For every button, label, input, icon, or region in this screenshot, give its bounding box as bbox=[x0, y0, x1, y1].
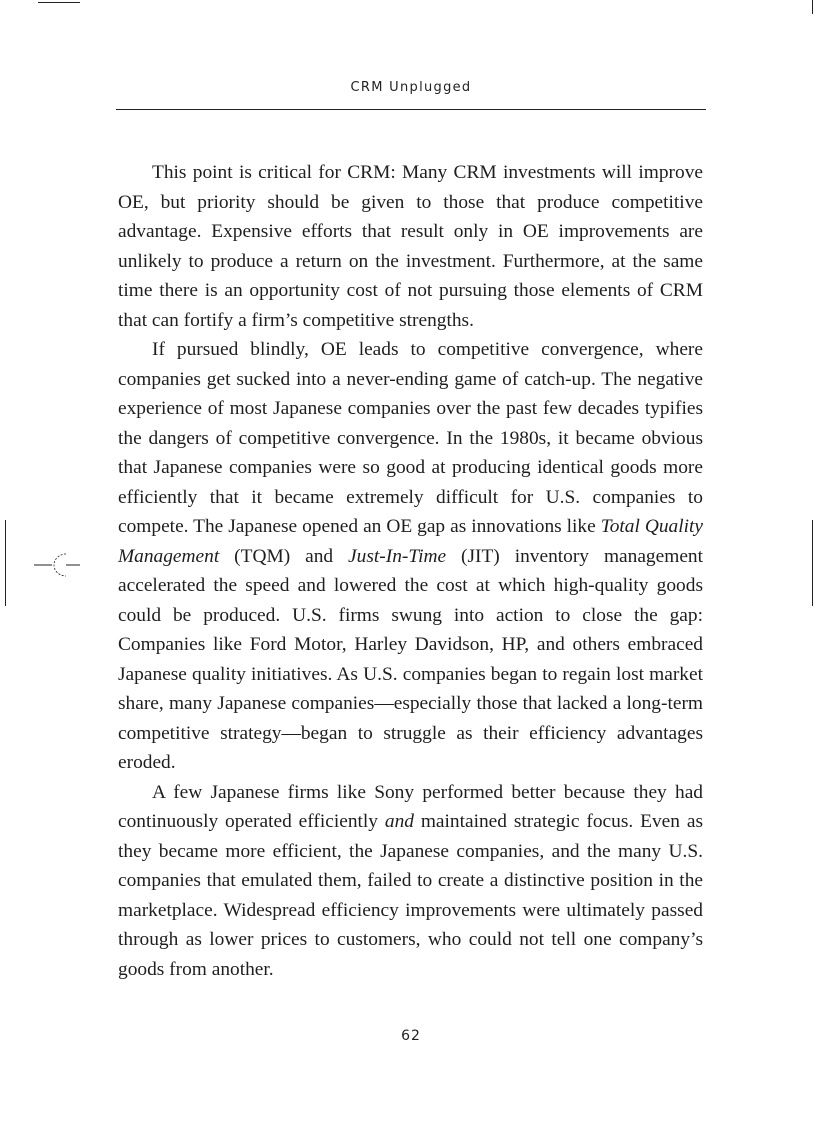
paragraph-2-text-a: If pursued blindly, OE leads to competitive convergence, where companies get sucked into a never-ending game of catch-up. The negative experience of most Japanese companies over the past few decades typifies the dangers of competitive convergence. In the 1980s, it became obvious that Japanese companies were so good at producing identical goods more efficiently that it became extremely difficult for U.S. companies to compete. The Japanese opened an OE gap as innovations like bbox=[118, 339, 703, 537]
crop-mark-top-right bbox=[812, 0, 813, 14]
paragraph-2-text-b: (TQM) and bbox=[219, 545, 349, 567]
paragraph-3 bbox=[118, 778, 703, 985]
header-rule bbox=[116, 109, 706, 110]
paragraph-2-italic-tqm: Total Quality Management bbox=[118, 516, 703, 567]
crop-mark-top-left bbox=[38, 2, 80, 3]
paragraph-1: This point is critical for CRM: Many CRM investments will improve OE, but priority should be given to those that produce competitive advantage. Expensive efforts that result only in OE improvements are unlikely to produce a return on the investment. Furthermore, at the same time there is an opportunity cost of not pursuing those elements of CRM that can fortify a firm’s competitive strengths. bbox=[118, 162, 703, 331]
crop-mark-right-vertical bbox=[812, 520, 813, 606]
body-text bbox=[118, 158, 703, 984]
crop-mark-left-vertical bbox=[5, 520, 6, 606]
paragraph-2-text-c: (JIT) inventory management accelerated the speed and lowered the cost at which high-quality goods could be produced. U.S. firms swung into action to close the gap: Companies like Ford Motor, Harley Davidson, HP, and others embraced Japanese quality initiatives. As U.S. companies began to regain lost market share, many Japanese companies—especially those that lacked a long-term competitive strategy—began to struggle as their efficiency advantages eroded. bbox=[118, 545, 704, 773]
paragraph-3-text-a: A few Japanese firms like Sony performed better because they had continuously operated efficiently bbox=[118, 781, 703, 832]
running-head: CRM Unplugged bbox=[350, 80, 472, 95]
page-number: 62 bbox=[401, 1028, 421, 1044]
paragraph-3-italic-and: and bbox=[384, 811, 414, 832]
registration-mark-icon bbox=[32, 548, 82, 578]
paragraph-2 bbox=[118, 335, 703, 778]
paragraph-3-text-b: maintained strategic focus. Even as they became more efficient, the Japanese companies, and the many U.S. companies that emulated them, failed to create a distinctive position in the marketplace. Widespread efficiency improvements were ultimately passed through as lower prices to customers, who could not tell one company’s goods from another. bbox=[118, 811, 703, 980]
paragraph-2-italic-jit: Just-In-Time bbox=[348, 545, 447, 567]
